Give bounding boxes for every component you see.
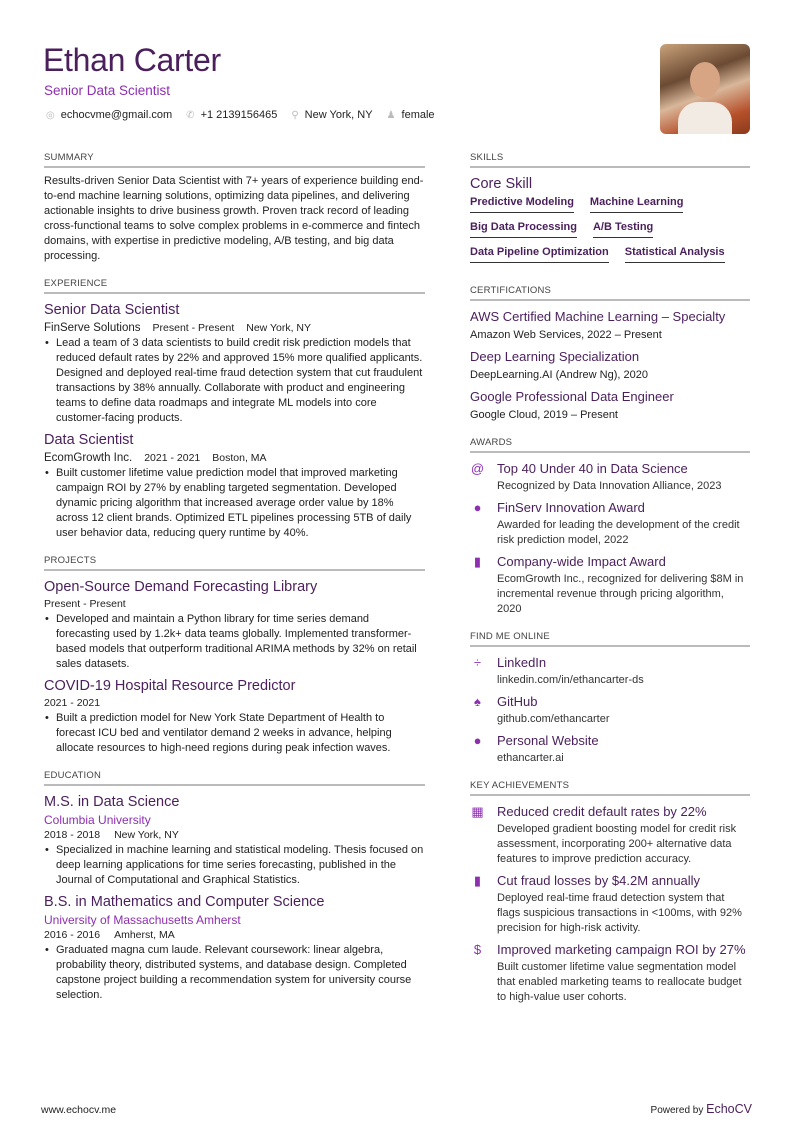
cert-detail: Amazon Web Services, 2022 – Present bbox=[470, 329, 662, 341]
section-heading: KEY ACHIEVEMENTS bbox=[470, 780, 750, 796]
award-name: FinServ Innovation Award bbox=[497, 500, 645, 515]
dates: 2016 - 2016 bbox=[44, 929, 101, 941]
education-item bbox=[44, 892, 425, 1003]
award-desc: EcomGrowth Inc., recognized for delivering $8M in incremental revenue through pricing algorithm, 2020 bbox=[497, 573, 744, 615]
cert-name: Deep Learning Specialization bbox=[470, 349, 640, 364]
school: University of Massachusetts Amherst bbox=[44, 913, 241, 927]
project-item bbox=[44, 676, 425, 756]
document-icon: ▮ bbox=[473, 554, 482, 569]
school-location: Amherst, MA bbox=[114, 929, 175, 941]
link-name: Personal Website bbox=[497, 733, 599, 748]
link-name: GitHub bbox=[497, 694, 538, 709]
skill-tag: Statistical Analysis bbox=[625, 246, 725, 263]
speech-bubble-icon: ● bbox=[473, 733, 482, 748]
cert-detail: DeepLearning.AI (Andrew Ng), 2020 bbox=[470, 369, 648, 381]
experience-item bbox=[44, 430, 425, 541]
powered-by-label: Powered by bbox=[650, 1105, 704, 1116]
education-section bbox=[44, 770, 425, 1003]
cert-name: Google Professional Data Engineer bbox=[470, 389, 674, 404]
achievement-name: Improved marketing campaign ROI by 27% bbox=[497, 942, 746, 957]
award-name: Company-wide Impact Award bbox=[497, 554, 666, 569]
candidate-name: Ethan Carter bbox=[43, 42, 221, 78]
school-location: New York, NY bbox=[114, 829, 179, 841]
project-item bbox=[44, 577, 425, 672]
skill-tag: Machine Learning bbox=[590, 196, 684, 213]
cert-detail: Google Cloud, 2019 – Present bbox=[470, 409, 618, 421]
skills-section bbox=[470, 152, 750, 271]
dates: Present - Present bbox=[152, 322, 235, 334]
projects-section bbox=[44, 555, 425, 756]
award-desc: Recognized by Data Innovation Alliance, 2023 bbox=[497, 480, 722, 492]
bell-icon: ♠ bbox=[474, 694, 481, 709]
email-icon: ◎ bbox=[46, 110, 55, 121]
link-url[interactable]: linkedin.com/in/ethancarter-ds bbox=[497, 674, 644, 686]
award-item bbox=[470, 498, 750, 548]
phone[interactable]: +1 2139156465 bbox=[200, 109, 278, 121]
profile-photo bbox=[660, 44, 750, 134]
online-item bbox=[470, 653, 750, 688]
award-item bbox=[470, 552, 750, 617]
store-icon: ▦ bbox=[471, 804, 484, 819]
achievement-desc: Built customer lifetime value segmentation model that enabled marketing teams to reallocate budget to high-value user cohorts. bbox=[497, 961, 742, 1003]
cert-name: AWS Certified Machine Learning – Specialty bbox=[470, 309, 726, 324]
school: Columbia University bbox=[44, 813, 151, 827]
job-role: Data Scientist bbox=[44, 432, 134, 448]
right-column bbox=[470, 152, 750, 1019]
job-location: Boston, MA bbox=[212, 452, 267, 464]
divide-icon: ÷ bbox=[473, 655, 482, 670]
degree: M.S. in Data Science bbox=[44, 794, 180, 810]
contact-info bbox=[46, 109, 435, 121]
section-heading: SUMMARY bbox=[44, 152, 425, 168]
online-section bbox=[470, 631, 750, 766]
achievement-desc: Deployed real-time fraud detection system that flags suspicious transactions in <100ms, with 92% precision for high-risk activity. bbox=[497, 892, 742, 934]
bullet: • Developed and maintain a Python library for time series demand forecasting used by 1.2k+ data teams globally. Implemented transformer-based models that outperform traditional ARIMA methods by 32% on retail sales datasets. bbox=[44, 612, 425, 672]
footer-site[interactable]: www.echocv.me bbox=[41, 1104, 117, 1116]
project-name: COVID-19 Hospital Resource Predictor bbox=[44, 678, 296, 694]
certifications-section bbox=[470, 285, 750, 423]
achievement-item bbox=[470, 940, 750, 1005]
bullet: • Built a prediction model for New York State Department of Health to forecast ICU bed and ventilator demand 2 weeks in advance, helping allocate resources to high-need regions during peak infection waves. bbox=[44, 711, 425, 756]
bullet: • Lead a team of 3 data scientists to build credit risk prediction models that reduced default rates by 22% and approved 15% more qualified applicants. Designed and deployed real-time fraud detection system that cut fraudulent transactions by 38% annually. Collaborate with product and engineering teams to define data roadmaps and integrate ML models into core customer-facing products. bbox=[44, 336, 425, 426]
link-url[interactable]: ethancarter.ai bbox=[497, 752, 564, 764]
achievements-section bbox=[470, 780, 750, 1005]
at-icon: @ bbox=[470, 461, 485, 476]
experience-item bbox=[44, 300, 425, 426]
online-item bbox=[470, 692, 750, 727]
skill-tag: Predictive Modeling bbox=[470, 196, 574, 213]
section-heading: FIND ME ONLINE bbox=[470, 631, 750, 647]
person-icon: ♟ bbox=[386, 110, 396, 121]
skill-tag: Big Data Processing bbox=[470, 221, 577, 238]
project-name: Open-Source Demand Forecasting Library bbox=[44, 579, 318, 595]
dates: Present - Present bbox=[44, 598, 126, 610]
skill-tag: Data Pipeline Optimization bbox=[470, 246, 609, 263]
summary-text: Results-driven Senior Data Scientist with 7+ years of experience building end-to-end machine learning solutions, optimizing data pipelines, and delivering actionable insights to drive business growth. Proven track record of leading cross-functional teams to solve complex problems in e-commerce and fintech domains, with expertise in predictive modeling, A/B testing, and big data processing. bbox=[44, 175, 424, 262]
location: New York, NY bbox=[304, 109, 373, 121]
gender: female bbox=[401, 109, 435, 121]
bullet: • Built customer lifetime value prediction model that improved marketing campaign ROI by 27% by enabling targeted segmentation. Developed dynamic pricing algorithm that increased average order value by 18% across 12 client brands. Optimized ETL pipelines processing 5TB of daily user behavior data, reducing query runtime by 40%. bbox=[44, 466, 425, 541]
experience-section bbox=[44, 278, 425, 541]
section-heading: CERTIFICATIONS bbox=[470, 285, 750, 301]
skill-tag: A/B Testing bbox=[593, 221, 653, 238]
candidate-title: Senior Data Scientist bbox=[44, 83, 171, 98]
job-role: Senior Data Scientist bbox=[44, 302, 180, 318]
document-icon: ▮ bbox=[473, 873, 482, 888]
skill-group: Core Skill bbox=[470, 176, 533, 192]
footer-powered bbox=[651, 1102, 752, 1116]
email[interactable]: echocvme@gmail.com bbox=[60, 109, 173, 121]
online-item bbox=[470, 731, 750, 766]
degree: B.S. in Mathematics and Computer Science bbox=[44, 894, 325, 910]
achievement-item bbox=[470, 871, 750, 936]
section-heading: EDUCATION bbox=[44, 770, 425, 786]
award-name: Top 40 Under 40 in Data Science bbox=[497, 461, 688, 476]
dates: 2021 - 2021 bbox=[144, 452, 201, 464]
location-icon: ⚲ bbox=[291, 110, 299, 121]
dates: 2018 - 2018 bbox=[44, 829, 101, 841]
bullet: • Graduated magna cum laude. Relevant coursework: linear algebra, probability theory, distributed systems, and database design. Completed capstone project building a recommendation system for university course selection. bbox=[44, 943, 425, 1003]
section-heading: EXPERIENCE bbox=[44, 278, 425, 294]
education-item bbox=[44, 792, 425, 888]
bullet: • Specialized in machine learning and statistical modeling. Thesis focused on deep learning applications for time series forecasting, published in the Journal of Computational and Graphical Statistics. bbox=[44, 843, 425, 888]
left-column bbox=[44, 152, 425, 1017]
achievement-item bbox=[470, 802, 750, 867]
phone-icon: ✆ bbox=[186, 110, 195, 121]
achievement-name: Reduced credit default rates by 22% bbox=[497, 804, 707, 819]
award-item bbox=[470, 459, 750, 494]
chat-icon: ● bbox=[473, 500, 482, 515]
summary-section bbox=[44, 152, 425, 264]
job-location: New York, NY bbox=[246, 322, 312, 334]
section-heading: AWARDS bbox=[470, 437, 750, 453]
section-heading: PROJECTS bbox=[44, 555, 425, 571]
achievement-desc: Developed gradient boosting model for credit risk assessment, incorporating 200+ alternative data features to improve prediction accuracy. bbox=[497, 823, 737, 865]
link-url[interactable]: github.com/ethancarter bbox=[497, 713, 610, 725]
brand-logo[interactable]: EchoCV bbox=[706, 1102, 752, 1116]
dollar-icon: $ bbox=[473, 942, 482, 957]
award-desc: Awarded for leading the development of the credit risk prediction model, 2022 bbox=[497, 519, 740, 546]
section-heading: SKILLS bbox=[470, 152, 750, 168]
achievement-name: Cut fraud losses by $4.2M annually bbox=[497, 873, 701, 888]
link-name: LinkedIn bbox=[497, 655, 547, 670]
dates: 2021 - 2021 bbox=[44, 697, 101, 709]
awards-section bbox=[470, 437, 750, 617]
company: FinServe Solutions bbox=[44, 322, 141, 334]
company: EcomGrowth Inc. bbox=[44, 452, 133, 464]
